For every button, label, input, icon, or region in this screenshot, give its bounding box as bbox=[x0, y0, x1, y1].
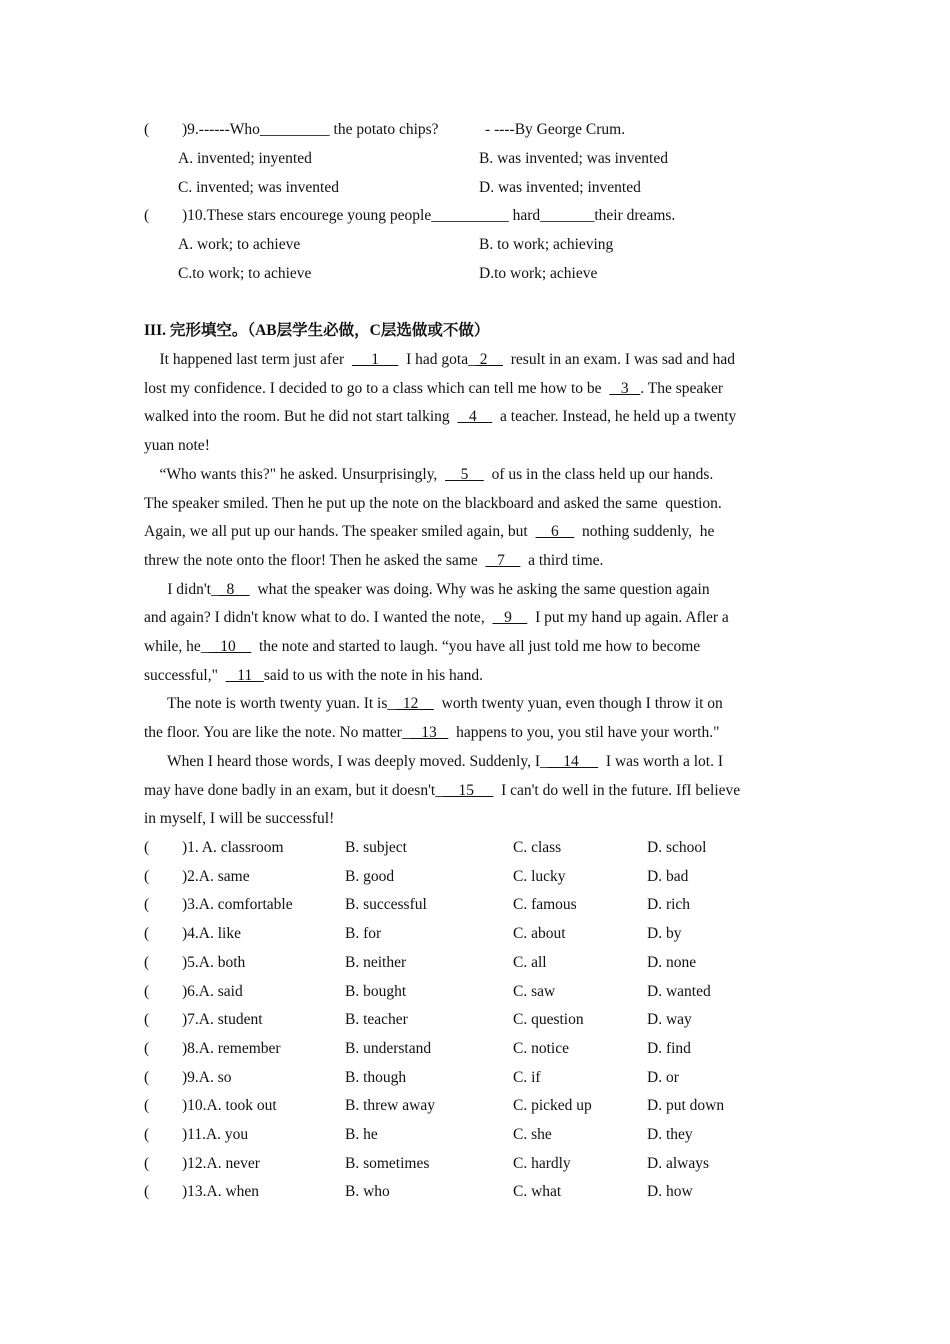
choice-option: )1. A. classroom bbox=[182, 839, 284, 856]
answer-paren: ( bbox=[144, 1011, 150, 1029]
passage-text: I was worth a lot. I bbox=[598, 752, 723, 770]
choice-option: B. who bbox=[345, 1183, 390, 1201]
choice-option: D. by bbox=[647, 925, 682, 943]
choice-option: )13.A. when bbox=[182, 1183, 260, 1201]
choice-option: D. bad bbox=[647, 867, 689, 885]
choice-option: B. bought bbox=[345, 982, 407, 1000]
choice-option: B. teacher bbox=[345, 1011, 408, 1029]
choice-option: B. understand bbox=[345, 1039, 432, 1057]
choice-option: D. school bbox=[647, 839, 707, 856]
answer-paren: ( bbox=[144, 982, 150, 1000]
choice-option: D. none bbox=[647, 953, 697, 971]
blank-13: 13 bbox=[409, 724, 449, 742]
passage-line bbox=[144, 346, 735, 375]
passage-line bbox=[144, 777, 740, 806]
passage-text: yuan note! bbox=[144, 437, 210, 455]
choice-option: C. she bbox=[513, 1126, 552, 1143]
passage-line bbox=[144, 748, 723, 777]
answer-paren: ( bbox=[144, 1097, 150, 1115]
choice-option: )6.A. said bbox=[182, 982, 243, 1000]
choice-option: D. they bbox=[647, 1126, 693, 1143]
choice-option: C. what bbox=[513, 1183, 562, 1201]
section-heading: III. 完形填空。（AB层学生必做，C层选做或不做） bbox=[144, 322, 490, 339]
passage-text: threw the note onto the floor! Then he asked the same bbox=[144, 551, 486, 569]
answer-paren: ( bbox=[144, 896, 150, 914]
choice-option: )12.A. never bbox=[182, 1154, 260, 1172]
passage-text: walked into the room. But he did not start talking bbox=[144, 408, 458, 426]
passage-text: result in an exam. I was sad and had bbox=[503, 351, 736, 368]
passage-line bbox=[144, 662, 483, 691]
passage-text: . The speaker bbox=[640, 379, 724, 397]
blank-2: 2 bbox=[475, 351, 503, 368]
answer-paren: ( bbox=[144, 925, 150, 943]
choice-option: D. or bbox=[647, 1068, 679, 1086]
answer-paren: ( bbox=[144, 1126, 150, 1143]
blank-15: 15 bbox=[442, 781, 494, 799]
passage-line bbox=[144, 518, 714, 547]
answer-paren: ( bbox=[144, 953, 150, 971]
passage-text: nothing suddenly, he bbox=[574, 523, 715, 541]
passage-text: It happened last term just afer bbox=[144, 351, 352, 368]
passage-line bbox=[144, 805, 334, 834]
option: D. was invented; invented bbox=[479, 179, 641, 196]
blank-3: 3 bbox=[609, 379, 641, 397]
choice-option: )5.A. both bbox=[182, 953, 246, 971]
passage-line bbox=[144, 375, 723, 404]
passage-line bbox=[144, 576, 710, 605]
choice-option: D. how bbox=[647, 1183, 693, 1201]
option: B. was invented; was invented bbox=[479, 150, 668, 167]
choice-option: B. successful bbox=[345, 896, 427, 914]
choice-option: B. sometimes bbox=[345, 1154, 430, 1172]
blank-12: 12 bbox=[395, 695, 434, 713]
blank-9: 9 bbox=[492, 609, 528, 627]
passage-text: “Who wants this?" he asked. Unsurprisingly, bbox=[144, 465, 446, 483]
passage-text: I put my hand up again. Afler a bbox=[527, 609, 729, 627]
choice-option: C. about bbox=[513, 925, 566, 943]
blank-4: 4 bbox=[457, 408, 493, 426]
choice-option: C. saw bbox=[513, 982, 556, 1000]
blank-8: 8 bbox=[218, 580, 250, 598]
option: D.to work; achieve bbox=[479, 265, 598, 282]
choice-option: B. subject bbox=[345, 839, 407, 856]
choice-option: )8.A. remember bbox=[182, 1039, 281, 1057]
choice-option: C. class bbox=[513, 839, 562, 856]
passage-text: a third time. bbox=[520, 551, 604, 569]
passage-line bbox=[144, 403, 736, 432]
passage-text: may have done badly in an exam, but it doesn't_ bbox=[144, 781, 443, 799]
blank-1: 1 bbox=[351, 351, 399, 368]
choice-option: D. rich bbox=[647, 896, 691, 914]
blank-5: 5 bbox=[445, 465, 484, 483]
passage-line bbox=[144, 604, 729, 633]
passage-line bbox=[144, 461, 713, 490]
passage-text: Again, we all put up our hands. The speaker smiled again, but bbox=[144, 523, 536, 541]
choice-option: C. if bbox=[513, 1068, 541, 1086]
choice-option: )10.A. took out bbox=[182, 1097, 277, 1115]
choice-option: B. for bbox=[345, 925, 382, 943]
passage-text: the note and started to laugh. “you have all just told me how to become bbox=[251, 638, 701, 655]
blank-7: 7 bbox=[485, 551, 521, 569]
choice-option: C. all bbox=[513, 953, 547, 971]
blank-11: 11 bbox=[225, 666, 264, 684]
choice-option: D. way bbox=[647, 1011, 692, 1029]
option: C.to work; to achieve bbox=[178, 265, 312, 282]
answer-paren: ( bbox=[144, 121, 150, 138]
choice-option: D. wanted bbox=[647, 982, 711, 1000]
choice-option: )9.A. so bbox=[182, 1068, 232, 1086]
choice-option: )11.A. you bbox=[182, 1126, 249, 1143]
choice-option: )4.A. like bbox=[182, 925, 241, 943]
option: C. invented; was invented bbox=[178, 179, 339, 196]
choice-option: B. he bbox=[345, 1126, 378, 1143]
passage-line bbox=[144, 490, 722, 519]
option: B. to work; achieving bbox=[479, 236, 614, 253]
passage-text: successful," bbox=[144, 666, 226, 684]
blank-14: 14 bbox=[547, 752, 599, 770]
passage-text: lost my confidence. I decided to go to a class which can tell me how to be bbox=[144, 379, 610, 397]
passage-line bbox=[144, 633, 700, 662]
option: A. work; to achieve bbox=[178, 236, 301, 253]
passage-text: what the speaker was doing. Why was he asking the same question again bbox=[249, 580, 710, 598]
passage-text: The note is worth twenty yuan. It is_ bbox=[144, 695, 396, 713]
choice-option: C. question bbox=[513, 1011, 584, 1029]
passage-text: said to us with the note in his hand. bbox=[263, 666, 483, 684]
question-text: )10.These stars encourege young people__________ hard_______their dreams. bbox=[182, 207, 676, 224]
answer-paren: ( bbox=[144, 867, 150, 885]
choice-option: D. find bbox=[647, 1039, 691, 1057]
passage-text: and again? I didn't know what to do. I wanted the note, bbox=[144, 609, 493, 627]
choice-option: C. notice bbox=[513, 1039, 569, 1057]
passage-text: The speaker smiled. Then he put up the note on the blackboard and asked the same question. bbox=[144, 494, 722, 512]
choice-option: B. threw away bbox=[345, 1097, 435, 1115]
passage-text: a teacher. Instead, he held up a twenty bbox=[492, 408, 737, 426]
passage-line bbox=[144, 547, 603, 576]
choice-option: )3.A. comfortable bbox=[182, 896, 293, 914]
passage-text: the floor. You are like the note. No matter_ bbox=[144, 724, 410, 742]
passage-text: of us in the class held up our hands. bbox=[483, 465, 714, 483]
choice-option: D. put down bbox=[647, 1097, 725, 1115]
choice-option: D. always bbox=[647, 1154, 709, 1172]
passage-line bbox=[144, 719, 719, 748]
passage-line bbox=[144, 690, 723, 719]
answer-paren: ( bbox=[144, 207, 150, 224]
choice-option: C. famous bbox=[513, 896, 577, 914]
blank-6: 6 bbox=[535, 523, 575, 541]
passage-text: worth twenty yuan, even though I throw it on bbox=[433, 695, 723, 713]
passage-text: I didn't_ bbox=[144, 580, 219, 598]
answer-paren: ( bbox=[144, 1183, 150, 1201]
passage-text: while, he_ bbox=[144, 638, 209, 655]
blank-10: 10 bbox=[208, 638, 252, 655]
passage-text: I can't do well in the future. IfI believe bbox=[493, 781, 741, 799]
choice-option: B. though bbox=[345, 1068, 407, 1086]
answer-paren: ( bbox=[144, 1068, 150, 1086]
passage-line bbox=[144, 432, 210, 461]
choice-option: B. neither bbox=[345, 953, 407, 971]
option: A. invented; inyented bbox=[178, 150, 312, 167]
answer-paren: ( bbox=[144, 1039, 150, 1057]
passage-text: in myself, I will be successful! bbox=[144, 810, 335, 828]
choice-option: )2.A. same bbox=[182, 867, 250, 885]
passage-text: I had gota_ bbox=[398, 351, 476, 368]
passage-text: When I heard those words, I was deeply moved. Suddenly, I_ bbox=[144, 752, 548, 770]
answer-paren: ( bbox=[144, 839, 150, 856]
choice-option: C. hardly bbox=[513, 1154, 571, 1172]
answer-paren: ( bbox=[144, 1154, 150, 1172]
passage-text: happens to you, you stil have your worth." bbox=[448, 724, 720, 742]
choice-option: C. lucky bbox=[513, 867, 566, 885]
question-text: )9.------Who_________ the potato chips? - ----By George Crum. bbox=[182, 121, 626, 138]
choice-option: )7.A. student bbox=[182, 1011, 263, 1029]
choice-option: B. good bbox=[345, 867, 395, 885]
choice-option: C. picked up bbox=[513, 1097, 592, 1115]
